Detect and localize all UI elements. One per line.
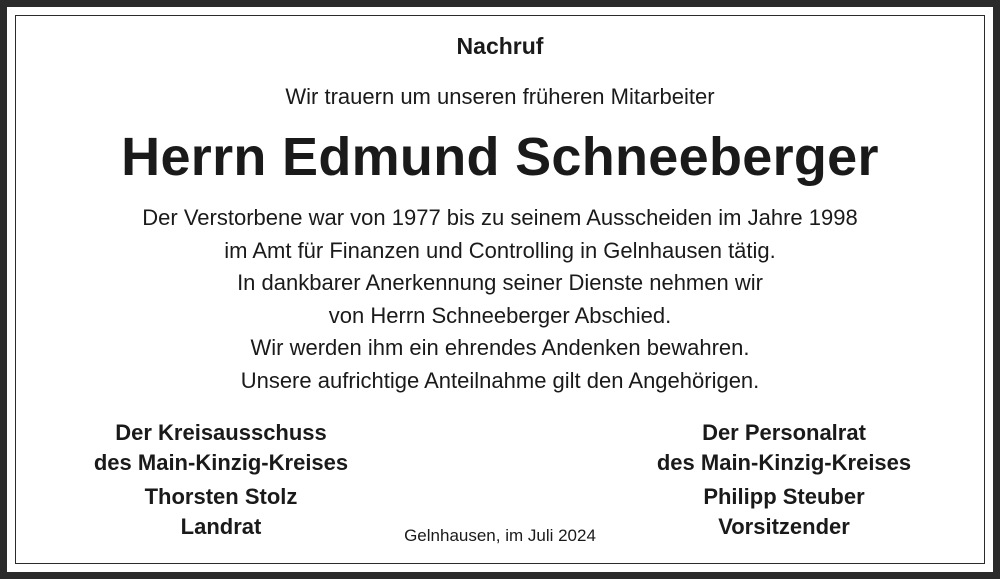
signer-org-line: Der Kreisausschuss bbox=[115, 420, 327, 445]
place-date: Gelnhausen, im Juli 2024 bbox=[404, 526, 596, 545]
body-line: von Herrn Schneeberger Abschied. bbox=[328, 302, 672, 328]
signer-right bbox=[600, 418, 968, 542]
signer-org-line: Der Personalrat bbox=[702, 420, 866, 445]
body-line: Unsere aufrichtige Anteilnahme gilt den Angehörigen. bbox=[240, 367, 760, 393]
body-line: Wir werden ihm ein ehrendes Andenken bewahren. bbox=[250, 335, 750, 360]
signer-org-line: des Main-Kinzig-Kreises bbox=[656, 450, 912, 475]
notice-body bbox=[0, 202, 1000, 397]
body-line: Der Verstorbene war von 1977 bis zu seinem Ausscheiden im Jahre 1998 bbox=[142, 205, 858, 230]
body-line: In dankbarer Anerkennung seiner Dienste nehmen wir bbox=[237, 270, 763, 295]
deceased-name: Herrn Edmund Schneeberger bbox=[121, 127, 879, 187]
signer-person: Thorsten Stolz bbox=[144, 484, 298, 509]
signer-org-line: des Main-Kinzig-Kreises bbox=[93, 450, 349, 475]
body-line: im Amt für Finanzen und Controlling in Gelnhausen tätig. bbox=[224, 237, 776, 263]
signer-person: Philipp Steuber bbox=[703, 484, 865, 509]
notice-heading: Nachruf bbox=[456, 33, 544, 59]
signer-role: Vorsitzender bbox=[718, 514, 850, 539]
signer-left bbox=[42, 418, 400, 542]
intro-text: Wir trauern um unseren früheren Mitarbeiter bbox=[285, 84, 715, 109]
signer-role: Landrat bbox=[180, 514, 262, 539]
